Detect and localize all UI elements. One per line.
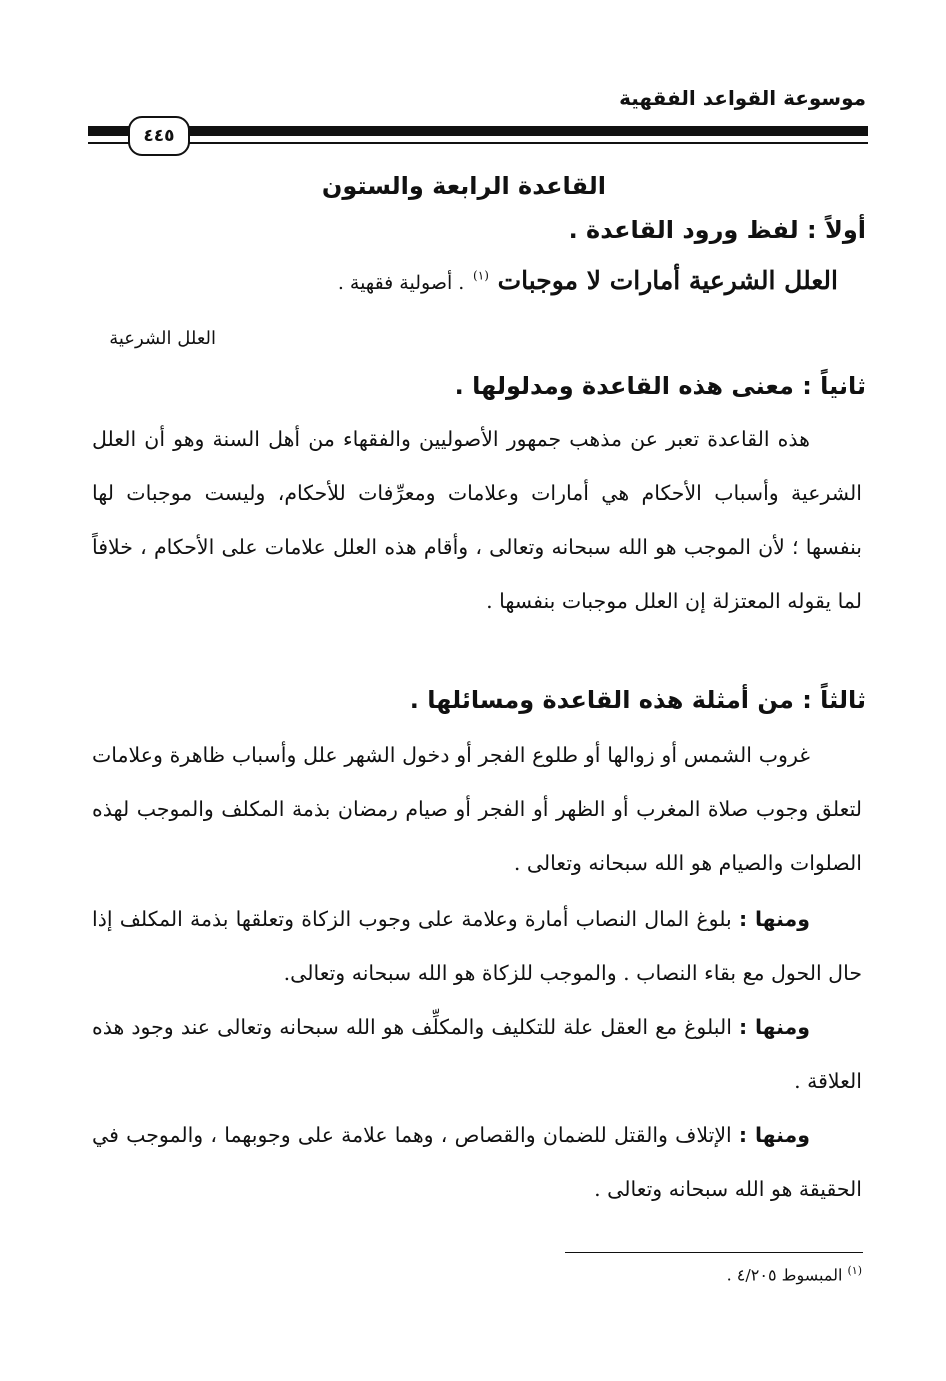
running-header: موسوعة القواعد الفقهية bbox=[619, 86, 866, 110]
footnote-marker: (١) bbox=[473, 268, 489, 283]
paragraph-example-4 bbox=[92, 1108, 862, 1216]
footnote bbox=[562, 1264, 862, 1284]
example-4-lead: ومنها : bbox=[738, 1123, 810, 1147]
rule-classification: . أصولية فقهية . bbox=[337, 272, 465, 294]
example-3-text: البلوغ مع العقل علة للتكليف والمكلِّف هو الله سبحانه وتعالى عند وجود هذه العلاقة . bbox=[92, 1015, 862, 1093]
header-rule-thick bbox=[88, 126, 868, 136]
footnote-text: المبسوط ٤/٢٠٥ . bbox=[726, 1265, 843, 1285]
paragraph-example-1: غروب الشمس أو زوالها أو طلوع الفجر أو دخول الشهر علل وأسباب ظاهرة وعلامات لتعلق وجوب صلاة المغرب أو الظهر أو الفجر أو صيام رمضان بذمة المكلف والموجب لهذه الصلوات والصيام هو الله سبحانه وتعالى . bbox=[92, 743, 862, 875]
example-2-lead: ومنها : bbox=[738, 907, 810, 931]
footnote-divider bbox=[565, 1252, 863, 1253]
header-rule-thin bbox=[88, 142, 868, 144]
rule-statement bbox=[78, 266, 838, 295]
paragraph-example-3 bbox=[92, 1000, 862, 1108]
paragraph-meaning: هذه القاعدة تعبر عن مذهب جمهور الأصوليين والفقهاء من أهل السنة وهو أن العلل الشرعية وأسباب الأحكام هي أمارات وعلامات ومعرِّفات للأحكام، وليست موجبات لها بنفسها ؛ لأن الموجب هو الله سبحانه وتعالى ، وأقام هذه العلل علامات على الأحكام ، خلافاً لما يقوله المعتزلة إن العلل موجبات بنفسها . bbox=[92, 427, 862, 613]
margin-label: العلل الشرعية bbox=[109, 328, 216, 349]
rule-statement-text: العلل الشرعية أمارات لا موجبات bbox=[497, 266, 838, 295]
example-2-text: بلوغ المال النصاب أمارة وعلامة على وجوب الزكاة وتعلقها بذمة المكلف إذا حال الحول مع بقاء النصاب . والموجب للزكاة هو الله سبحانه وتعالى. bbox=[92, 907, 862, 985]
example-4-text: الإتلاف والقتل للضمان والقصاص ، وهما علامة على وجوبهما ، والموجب في الحقيقة هو الله سبحانه وتعالى . bbox=[92, 1123, 862, 1201]
section-heading-3: ثالثاً : من أمثلة هذه القاعدة ومسائلها . bbox=[409, 686, 866, 714]
footnote-number: (١) bbox=[847, 1264, 862, 1277]
rule-title: القاعدة الرابعة والستون bbox=[321, 172, 606, 200]
paragraph-example-2 bbox=[92, 892, 862, 1000]
section-heading-2: ثانياً : معنى هذه القاعدة ومدلولها . bbox=[454, 372, 866, 400]
page-number: ٤٤٥ bbox=[128, 116, 190, 156]
section-heading-1: أولاً : لفظ ورود القاعدة . bbox=[568, 216, 866, 244]
example-3-lead: ومنها : bbox=[739, 1015, 810, 1039]
